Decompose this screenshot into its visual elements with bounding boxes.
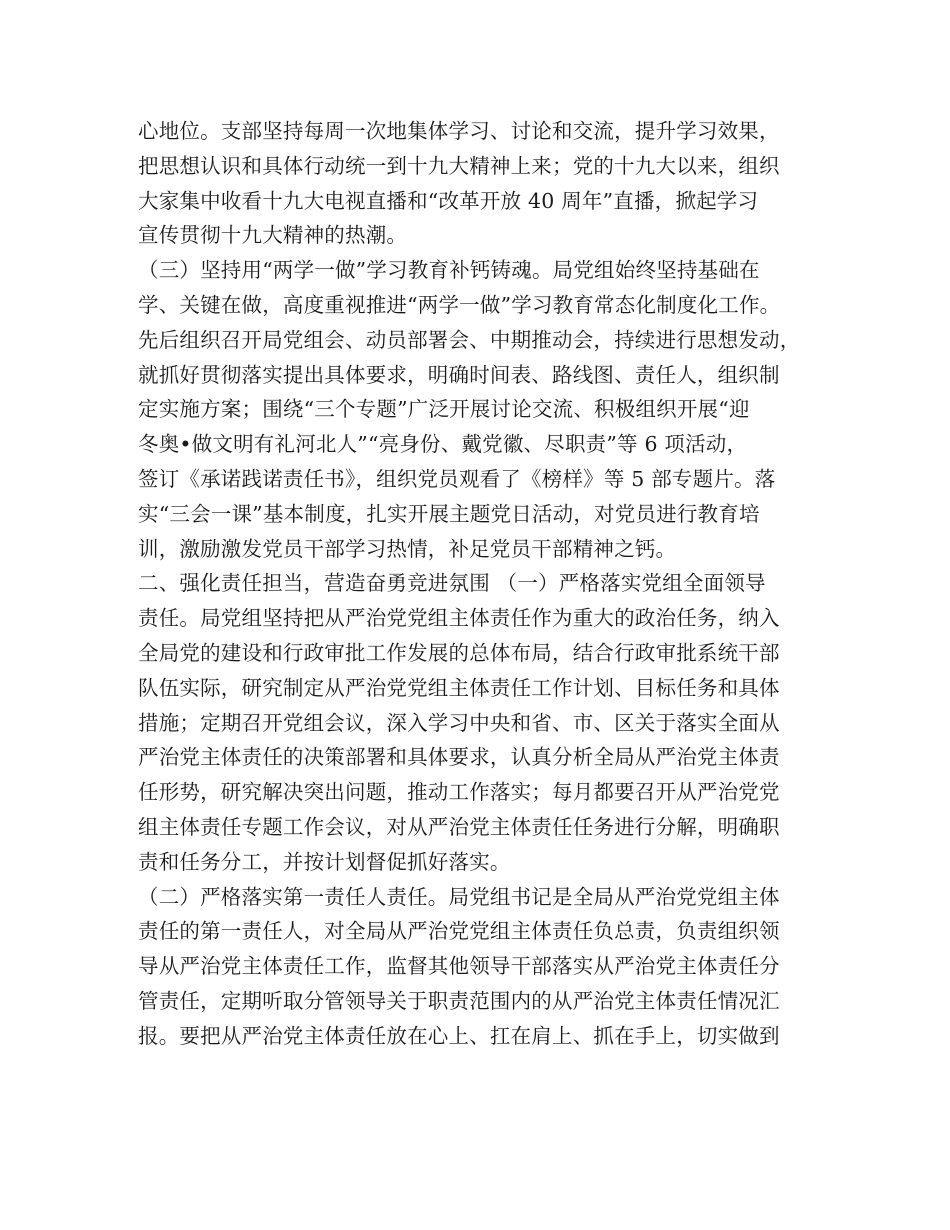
text-line: 先后组织召开局党组会、动员部署会、中期推动会，持续进行思想发动，: [138, 327, 801, 352]
text-line: 管责任，定期听取分管领导关于职责范围内的从严治党主体责任情况汇: [138, 988, 780, 1013]
text-line: 训，激励激发党员干部学习热情，补足党员干部精神之钙。: [138, 536, 677, 561]
text-line: 签订《承诺践诺责任书》，组织党员观看了《榜样》等 5 部专题片。落: [138, 466, 776, 491]
text-line: 导从严治党主体责任工作，监督其他领导干部落实从严治党主体责任分: [138, 954, 780, 979]
text-line: 责和任务分工，并按计划督促抓好落实。: [138, 849, 511, 874]
text-line: 把思想认识和具体行动统一到十九大精神上来；党的十九大以来，组织: [138, 153, 780, 178]
text-line: 宣传贯彻十九大精神的热潮。: [138, 223, 408, 248]
text-line: 定实施方案；围绕“三个专题”广泛开展讨论交流、积极组织开展“迎: [138, 397, 750, 422]
text-line: 二、强化责任担当，营造奋勇竞进氛围 （一）严格落实党组全面领导: [138, 571, 766, 596]
text-line: 队伍实际，研究制定从严治党党组主体责任工作计划、目标任务和具体: [138, 675, 780, 700]
text-line: （二）严格落实第一责任人责任。局党组书记是全局从严治党党组主体: [138, 884, 780, 909]
text-line: 学、关键在做，高度重视推进“两学一做”学习教育常态化制度化工作。: [138, 292, 781, 317]
text-line: 措施；定期召开党组会议，深入学习中央和省、市、区关于落实全面从: [138, 710, 780, 735]
document-body: [138, 114, 838, 1054]
text-line: 就抓好贯彻落实提出具体要求，明确时间表、路线图、责任人，组织制: [138, 362, 780, 387]
text-line: 全局党的建设和行政审批工作发展的总体布局，结合行政审批系统干部: [138, 640, 780, 665]
text-line: 心地位。支部坚持每周一次地集体学习、讨论和交流，提升学习效果，: [138, 119, 780, 143]
text-line: 大家集中收看十九大电视直播和“改革开放 40 周年”直播，掀起学习: [138, 188, 759, 213]
text-line: 组主体责任专题工作会议，对从严治党主体责任任务进行分解，明确职: [138, 814, 780, 839]
text-line: 报。要把从严治党主体责任放在心上、扛在肩上、抓在手上，切实做到: [138, 1023, 780, 1048]
text-line: （三）坚持用“两学一做”学习教育补钙铸魂。局党组始终坚持基础在: [138, 258, 760, 283]
text-line: 责任。局党组坚持把从严治党党组主体责任作为重大的政治任务，纳入: [138, 606, 780, 631]
text-line: 任形势，研究解决突出问题，推动工作落实；每月都要召开从严治党党: [138, 780, 780, 805]
text-line: 冬奥•做文明有礼河北人”“亮身份、戴党徽、尽职责”等 6 项活动，: [138, 432, 748, 457]
text-line: 责任的第一责任人，对全局从严治党党组主体责任负总责，负责组织领: [138, 919, 780, 944]
text-line: 严治党主体责任的决策部署和具体要求，认真分析全局从严治党主体责: [138, 745, 780, 770]
text-line: 实“三会一课”基本制度，扎实开展主题党日活动，对党员进行教育培: [138, 501, 760, 526]
